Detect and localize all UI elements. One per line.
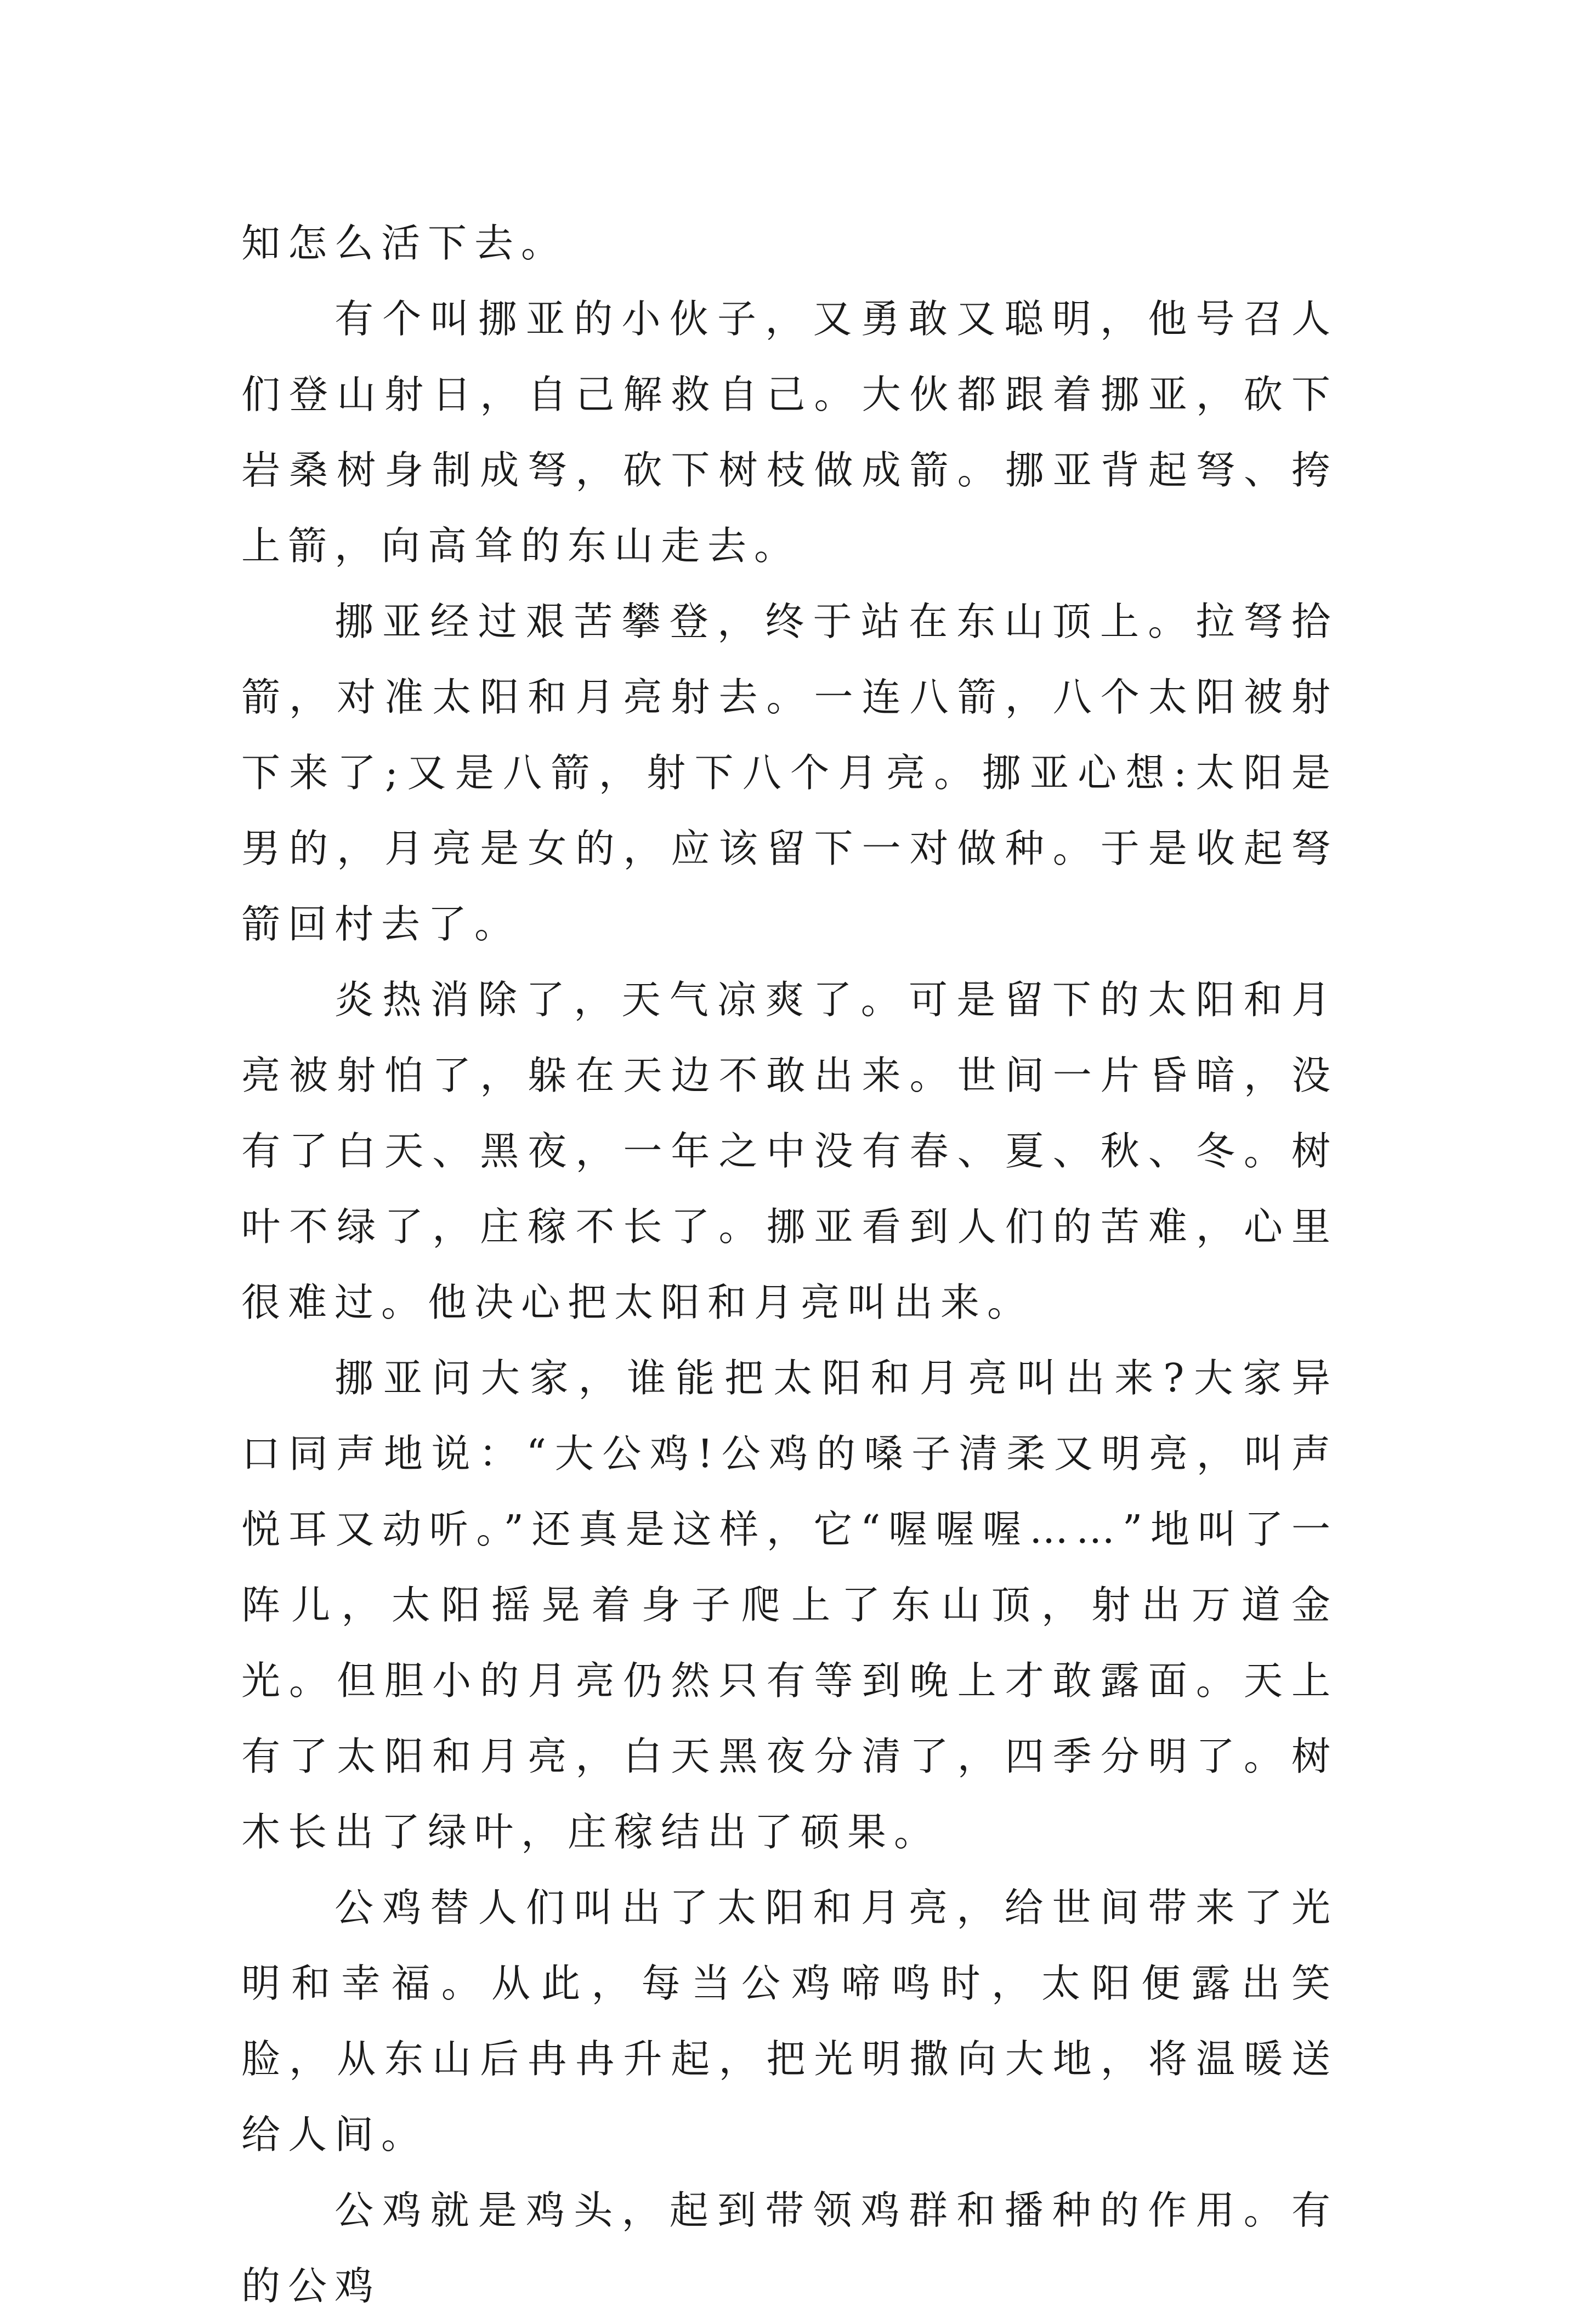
paragraph-2: 有个叫挪亚的小伙子，又勇敢又聪明，他号召人们登山射日，自己解救自己。大伙都跟着挪亚，砍下岩桑树身制成弩，砍下树枝做成箭。挪亚背起弩、挎上箭，向高耸的东山走去。 [241, 296, 1338, 569]
paragraph-5: 挪亚问大家，谁能把太阳和月亮叫出来?大家异口同声地说：“大公鸡!公鸡的嗓子清柔又明亮，叫声悦耳又动听。”还真是这样，它“喔喔喔……”地叫了一阵儿，太阳摇晃着身子爬上了东山顶，射出万道金光。但胆小的月亮仍然只有等到晚上才敢露面。天上有了太阳和月亮，白天黑夜分清了，四季分明了。树木长出了绿叶，庄稼结出了硕果。 [241, 1355, 1338, 1855]
paragraph-1: 知怎么活下去。 [241, 220, 568, 266]
paragraph-6: 公鸡替人们叫出了太阳和月亮，给世间带来了光明和幸福。从此，每当公鸡啼鸣时，太阳便露出笑脸，从东山后冉冉升起，把光明撒向大地，将温暖送给人间。 [241, 1885, 1338, 2157]
paragraph-4: 炎热消除了，天气凉爽了。可是留下的太阳和月亮被射怕了，躲在天边不敢出来。世间一片昏暗，没有了白天、黑夜，一年之中没有春、夏、秋、冬。树叶不绿了，庄稼不长了。挪亚看到人们的苦难，心里很难过。他决心把太阳和月亮叫出来。 [241, 977, 1338, 1325]
document-body [241, 206, 1338, 2324]
paragraph-3: 挪亚经过艰苦攀登，终于站在东山顶上。拉弩拾箭，对准太阳和月亮射去。一连八箭，八个太阳被射下来了;又是八箭，射下八个月亮。挪亚心想:太阳是男的，月亮是女的，应该留下一对做种。于是收起弩箭回村去了。 [241, 599, 1338, 947]
paragraph-7: 公鸡就是鸡头，起到带领鸡群和播种的作用。有的公鸡 [241, 2187, 1338, 2309]
